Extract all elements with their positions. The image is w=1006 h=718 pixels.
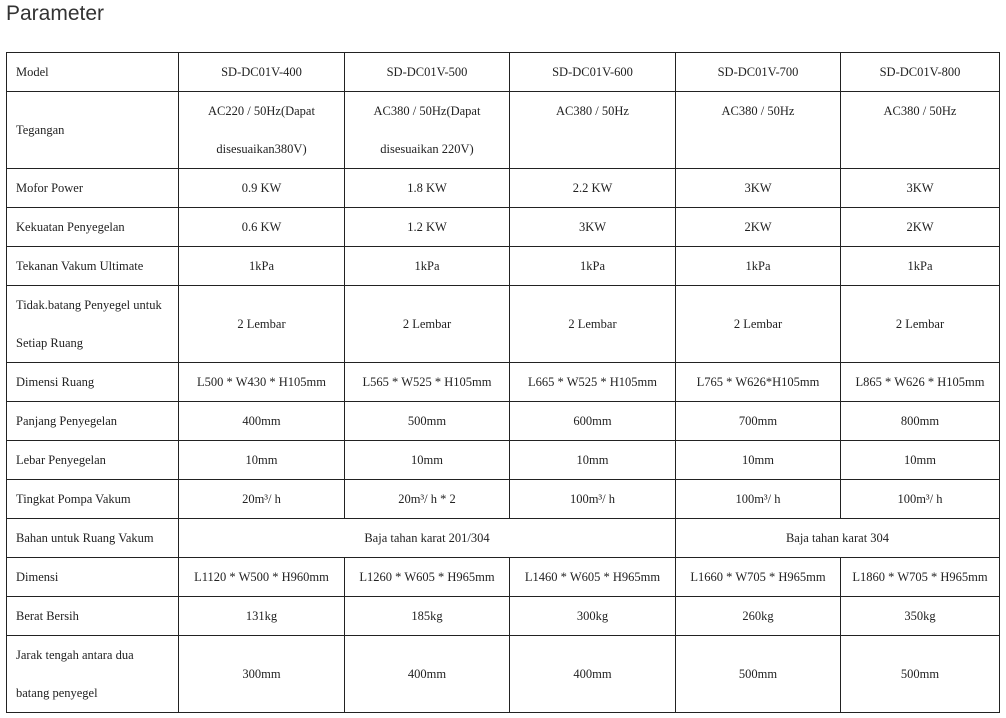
table-cell: 3KW [841, 169, 1000, 208]
row-label: Tekanan Vakum Ultimate [7, 247, 179, 286]
table-cell: 2 Lembar [179, 286, 345, 363]
table-cell: 10mm [179, 441, 345, 480]
table-cell: 2.2 KW [510, 169, 676, 208]
row-label-line: Setiap Ruang [16, 336, 84, 350]
table-cell: L500 * W430 * H105mm [179, 363, 345, 402]
table-row [7, 53, 1000, 92]
table-cell: 2KW [841, 208, 1000, 247]
table-cell: 20m³/ h * 2 [345, 480, 510, 519]
table-cell: 3KW [676, 169, 841, 208]
table-cell-line: disesuaikan 220V) [380, 142, 474, 156]
table-cell: Baja tahan karat 201/304 [179, 519, 676, 558]
row-label: Tingkat Pompa Vakum [7, 480, 179, 519]
table-cell: 10mm [345, 441, 510, 480]
table-cell: L765 * W626*H105mm [676, 363, 841, 402]
table-cell [179, 92, 345, 169]
table-cell: 1kPa [179, 247, 345, 286]
table-cell: 0.6 KW [179, 208, 345, 247]
table-cell: 2 Lembar [841, 286, 1000, 363]
table-cell: L865 * W626 * H105mm [841, 363, 1000, 402]
table-cell: 500mm [841, 636, 1000, 713]
table-cell: 0.9 KW [179, 169, 345, 208]
row-label-line: Jarak tengah antara dua [16, 648, 134, 662]
table-cell: SD-DC01V-500 [345, 53, 510, 92]
table-cell: 300mm [179, 636, 345, 713]
table-cell [510, 92, 676, 169]
page-title: Parameter [6, 2, 105, 25]
row-label: Berat Bersih [7, 597, 179, 636]
table-cell: L1260 * W605 * H965mm [345, 558, 510, 597]
row-label: Mofor Power [7, 169, 179, 208]
table-cell: 131kg [179, 597, 345, 636]
table-cell: Baja tahan karat 304 [676, 519, 1000, 558]
table-cell: 100m³/ h [676, 480, 841, 519]
table-cell: 10mm [841, 441, 1000, 480]
table-cell-line: AC380 / 50Hz(Dapat [373, 104, 481, 118]
table-cell: L665 * W525 * H105mm [510, 363, 676, 402]
table-row [7, 480, 1000, 519]
table-cell: SD-DC01V-400 [179, 53, 345, 92]
table-cell: 100m³/ h [510, 480, 676, 519]
table-cell: SD-DC01V-800 [841, 53, 1000, 92]
table-cell: 1.8 KW [345, 169, 510, 208]
table-cell-line: disesuaikan380V) [216, 142, 307, 156]
table-cell-line: AC220 / 50Hz(Dapat [208, 104, 315, 118]
parameter-table-body [7, 53, 1000, 713]
table-cell: 1kPa [510, 247, 676, 286]
row-label-line: batang penyegel [16, 686, 98, 700]
row-label: Tegangan [7, 92, 179, 169]
table-cell: 10mm [676, 441, 841, 480]
table-cell [841, 92, 1000, 169]
table-cell: 2 Lembar [510, 286, 676, 363]
table-cell: 350kg [841, 597, 1000, 636]
table-row [7, 519, 1000, 558]
row-label: Model [7, 53, 179, 92]
table-row [7, 441, 1000, 480]
table-cell-line: AC380 / 50Hz [883, 104, 957, 118]
table-cell: 300kg [510, 597, 676, 636]
table-cell: 100m³/ h [841, 480, 1000, 519]
table-row [7, 402, 1000, 441]
row-label: Panjang Penyegelan [7, 402, 179, 441]
table-cell [676, 92, 841, 169]
table-row [7, 558, 1000, 597]
table-cell: L565 * W525 * H105mm [345, 363, 510, 402]
row-label: Lebar Penyegelan [7, 441, 179, 480]
table-row [7, 597, 1000, 636]
table-cell: 1kPa [345, 247, 510, 286]
table-cell: L1860 * W705 * H965mm [841, 558, 1000, 597]
table-cell: 2 Lembar [345, 286, 510, 363]
table-cell: L1460 * W605 * H965mm [510, 558, 676, 597]
table-cell: SD-DC01V-600 [510, 53, 676, 92]
table-cell-line: AC380 / 50Hz [556, 104, 629, 118]
table-cell: 700mm [676, 402, 841, 441]
table-cell: 10mm [510, 441, 676, 480]
row-label-line: Tidak.batang Penyegel untuk [16, 298, 162, 312]
parameter-table [6, 52, 1000, 713]
table-cell [345, 92, 510, 169]
table-row [7, 286, 1000, 363]
table-row [7, 247, 1000, 286]
table-cell: SD-DC01V-700 [676, 53, 841, 92]
table-cell: 800mm [841, 402, 1000, 441]
table-row [7, 92, 1000, 169]
table-cell: 400mm [179, 402, 345, 441]
row-label: Dimensi [7, 558, 179, 597]
table-cell: L1660 * W705 * H965mm [676, 558, 841, 597]
table-cell: 3KW [510, 208, 676, 247]
table-cell: 1kPa [676, 247, 841, 286]
row-label [7, 636, 179, 713]
table-cell: 600mm [510, 402, 676, 441]
table-row [7, 636, 1000, 713]
table-cell: 2KW [676, 208, 841, 247]
table-cell: 500mm [345, 402, 510, 441]
table-row [7, 169, 1000, 208]
row-label: Dimensi Ruang [7, 363, 179, 402]
table-cell: 20m³/ h [179, 480, 345, 519]
row-label [7, 286, 179, 363]
table-cell: L1120 * W500 * H960mm [179, 558, 345, 597]
table-cell: 500mm [676, 636, 841, 713]
table-cell: 400mm [345, 636, 510, 713]
table-row [7, 208, 1000, 247]
table-cell-line: AC380 / 50Hz [721, 104, 795, 118]
row-label: Bahan untuk Ruang Vakum [7, 519, 179, 558]
table-cell: 400mm [510, 636, 676, 713]
table-cell: 2 Lembar [676, 286, 841, 363]
table-cell: 260kg [676, 597, 841, 636]
table-cell: 1.2 KW [345, 208, 510, 247]
row-label: Kekuatan Penyegelan [7, 208, 179, 247]
table-row [7, 363, 1000, 402]
table-cell: 1kPa [841, 247, 1000, 286]
table-cell: 185kg [345, 597, 510, 636]
